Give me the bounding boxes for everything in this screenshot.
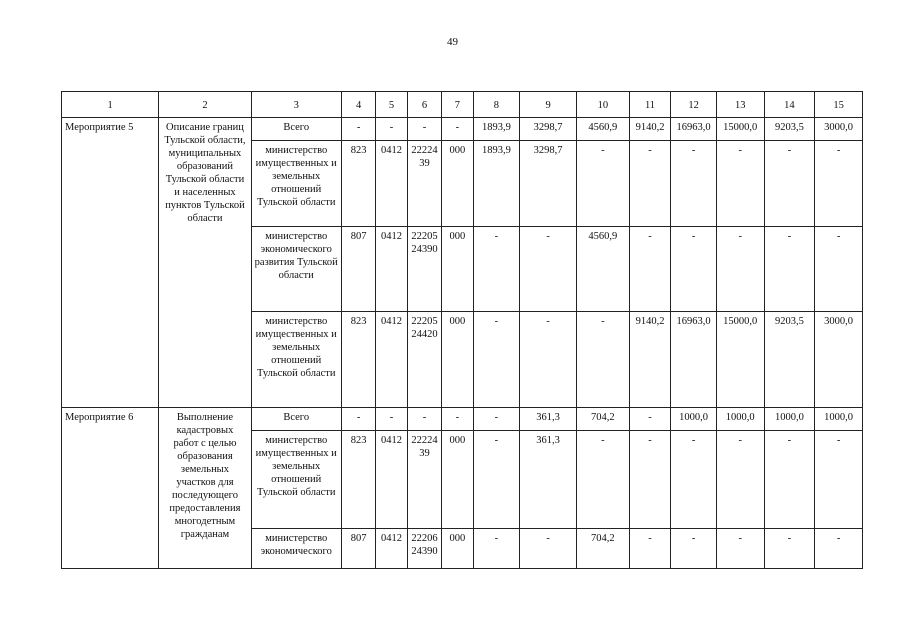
table-cell: 361,3 [520,408,577,431]
funding-source: министерство экономического развития Тульской области [251,227,341,312]
header-cell: 9 [520,92,577,118]
header-cell: 6 [407,92,441,118]
table-cell: - [671,141,717,227]
table-cell: 000 [442,312,473,408]
table-cell: 823 [341,312,375,408]
header-cell: 7 [442,92,473,118]
table-cell: - [376,408,407,431]
table-cell: - [341,118,375,141]
header-cell: 3 [251,92,341,118]
header-cell: 10 [577,92,630,118]
table-cell: - [764,431,815,529]
table-cell: - [473,431,520,529]
table-cell: - [629,408,671,431]
event-description: Выполнение кадастровых работ с целью образования земельных участков для последующего предоставления многодетным гражданам [159,408,251,569]
table-cell: 361,3 [520,431,577,529]
table-cell: 22224 39 [407,141,441,227]
funding-source: министерство имущественных и земельных отношений Тульской области [251,141,341,227]
budget-table [61,91,863,569]
funding-source: министерство экономического [251,529,341,569]
table-cell: - [442,408,473,431]
table-cell: - [716,431,764,529]
event-description: Описание границ Тульской области, муниципальных образований Тульской области и населенных пунктов Тульской области [159,118,251,408]
table-cell: 823 [341,141,375,227]
table-cell: - [629,141,671,227]
header-cell: 14 [764,92,815,118]
table-cell: 0412 [376,529,407,569]
table-cell: - [376,118,407,141]
table-cell: 15000,0 [716,118,764,141]
table-cell: - [671,431,717,529]
table-cell: - [520,529,577,569]
table-cell: - [716,529,764,569]
table-cell: - [629,529,671,569]
table-cell: 22205 24420 [407,312,441,408]
table-cell: 704,2 [577,408,630,431]
table-cell: - [577,431,630,529]
table-cell: - [442,118,473,141]
table-cell: 9140,2 [629,118,671,141]
table-cell: - [764,141,815,227]
header-cell: 2 [159,92,251,118]
header-cell: 5 [376,92,407,118]
table-cell: 16963,0 [671,312,717,408]
table-cell: 16963,0 [671,118,717,141]
table-cell: - [815,431,863,529]
header-cell: 4 [341,92,375,118]
table-cell: 3298,7 [520,141,577,227]
table-cell: 1000,0 [671,408,717,431]
table-cell: 1893,9 [473,118,520,141]
table-cell: 807 [341,227,375,312]
funding-source: министерство имущественных и земельных отношений Тульской области [251,312,341,408]
table-cell: 000 [442,431,473,529]
table-cell: 15000,0 [716,312,764,408]
header-cell: 8 [473,92,520,118]
table-cell: 0412 [376,312,407,408]
table-cell: 22206 24390 [407,529,441,569]
event-name: Мероприятие 6 [62,408,159,569]
header-cell: 1 [62,92,159,118]
event-name: Мероприятие 5 [62,118,159,408]
table-cell: - [716,227,764,312]
table-cell: 0412 [376,227,407,312]
table-cell: 3298,7 [520,118,577,141]
table-cell: 4560,9 [577,227,630,312]
table-cell: - [815,141,863,227]
table-cell: - [764,227,815,312]
table-cell: 4560,9 [577,118,630,141]
table-cell: 1000,0 [716,408,764,431]
table-cell: - [577,141,630,227]
table-cell: - [473,312,520,408]
table-cell: - [815,529,863,569]
funding-source: министерство имущественных и земельных отношений Тульской области [251,431,341,529]
table-cell: 823 [341,431,375,529]
table-cell: 3000,0 [815,118,863,141]
header-cell: 12 [671,92,717,118]
table-row [62,118,863,141]
table-cell: 9140,2 [629,312,671,408]
table-cell: 0412 [376,141,407,227]
table-cell: 9203,5 [764,312,815,408]
table-cell: - [716,141,764,227]
table-cell: 0412 [376,431,407,529]
header-cell: 15 [815,92,863,118]
table-cell: - [671,227,717,312]
table-cell: - [407,408,441,431]
table-cell: - [473,529,520,569]
funding-source: Всего [251,408,341,431]
table-cell: 807 [341,529,375,569]
table-row [62,408,863,431]
table-cell: 9203,5 [764,118,815,141]
table-cell: 000 [442,529,473,569]
table-cell: - [520,227,577,312]
table-cell: - [671,529,717,569]
table-cell: 3000,0 [815,312,863,408]
funding-source: Всего [251,118,341,141]
table-cell: - [629,431,671,529]
table-cell: 1893,9 [473,141,520,227]
table-cell: 704,2 [577,529,630,569]
table-cell: 000 [442,141,473,227]
table-cell: 22224 39 [407,431,441,529]
table-cell: - [473,408,520,431]
table-cell: - [629,227,671,312]
table-cell: 000 [442,227,473,312]
table-cell: - [764,529,815,569]
header-row [62,92,863,118]
table-cell: - [473,227,520,312]
table-cell: - [520,312,577,408]
table-cell: - [815,227,863,312]
table-cell: 22205 24390 [407,227,441,312]
page-number: 49 [447,36,458,48]
table-cell: - [341,408,375,431]
header-cell: 11 [629,92,671,118]
table-cell: 1000,0 [764,408,815,431]
header-cell: 13 [716,92,764,118]
table-cell: 1000,0 [815,408,863,431]
table-cell: - [407,118,441,141]
table-cell: - [577,312,630,408]
